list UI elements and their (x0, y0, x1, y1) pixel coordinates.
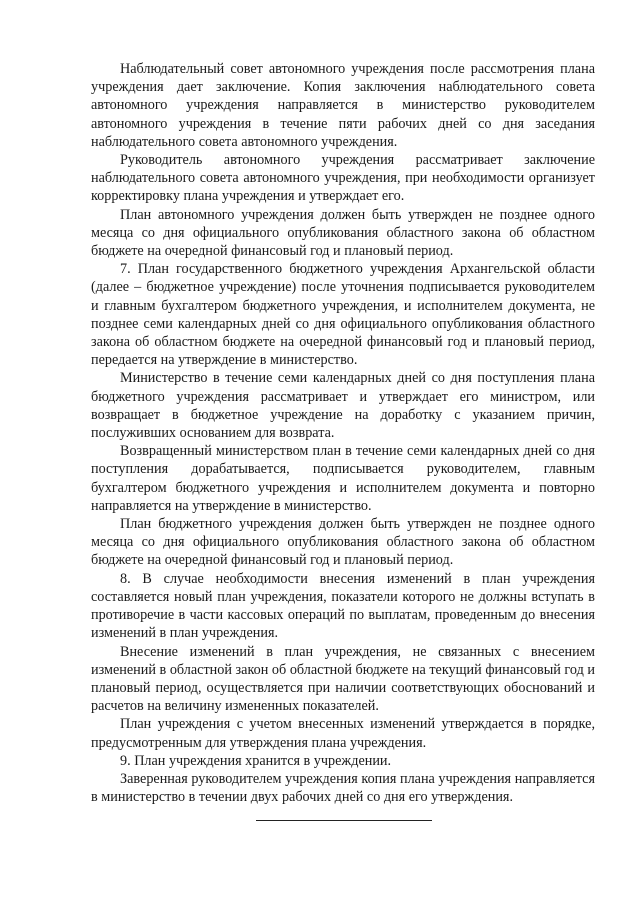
paragraph-ministry-review: Министерство в течение семи календарных дней со дня поступления плана бюджетного учреждения рассматривает и утверждает его министром, или возвращает в бюджетное учреждение на доработку с указанием причин, послуживших основанием для возврата. (91, 370, 595, 442)
paragraph-autonomous-plan-deadline: План автономного учреждения должен быть утвержден не позднее одного месяца со дня официального опубликования областного закона об областном бюджете на очередной финансовый год и плановый период. (91, 206, 595, 260)
end-of-document-line (256, 820, 432, 821)
paragraph-supervisory-board-conclusion: Наблюдательный совет автономного учреждения после рассмотрения плана учреждения дает заключение. Копия заключения наблюдательного совета автономного учреждения направляется в министерство руководителем автономного учреждения в течение пяти рабочих дней со дня заседания наблюдательного совета автономного учреждения. (91, 61, 595, 150)
paragraph-budget-plan-deadline: План бюджетного учреждения должен быть утвержден не позднее одного месяца со дня официального опубликования областного закона об областном бюджете на очередной финансовый год и плановый период. (91, 516, 595, 569)
paragraph-item-7: 7. План государственного бюджетного учреждения Архангельской области (далее – бюджетное учреждение) после уточнения подписывается руководителем и главным бухгалтером бюджетного учреждения, и исполнителем документа, не позднее семи календарных дней со дня официального опубликования областного закона об областном бюджете на очередной финансовый год и плановый период, передается на утверждение в министерство. (91, 261, 595, 369)
paragraph-changes-justification: Внесение изменений в план учреждения, не связанных с внесением изменений в областной закон об областной бюджете на текущий финансовый год и плановый период, осуществляется при наличии соответствующих обоснований и расчетов на величину измененных показателей. (91, 643, 595, 715)
document-body (91, 60, 595, 806)
paragraph-certified-copy: Заверенная руководителем учреждения копия плана учреждения направляется в министерство в течении двух рабочих дней со дня его утверждения. (91, 770, 595, 806)
paragraph-item-9: 9. План учреждения хранится в учреждении. (120, 752, 392, 769)
paragraph-head-reviews-conclusion: Руководитель автономного учреждения рассматривает заключение наблюдательного совета автономного учреждения, при необходимости организует корректировку плана учреждения и утверждает его. (91, 152, 595, 205)
paragraph-returned-plan: Возвращенный министерством план в течение семи календарных дней со дня поступления дорабатывается, подписывается руководителем, главным бухгалтером бюджетного учреждения и исполнителем документа и повторно направляется на утверждение в министерство. (91, 443, 595, 514)
paragraph-item-8: 8. В случае необходимости внесения изменений в план учреждения составляется новый план учреждения, показатели которого не должны вступать в противоречие в части кассовых операций по выплатам, проведенным до внесения изменений в план учреждения. (91, 570, 595, 642)
paragraph-changes-approval: План учреждения с учетом внесенных изменений утверждается в порядке, предусмотренным для утверждения плана учреждения. (91, 716, 595, 751)
